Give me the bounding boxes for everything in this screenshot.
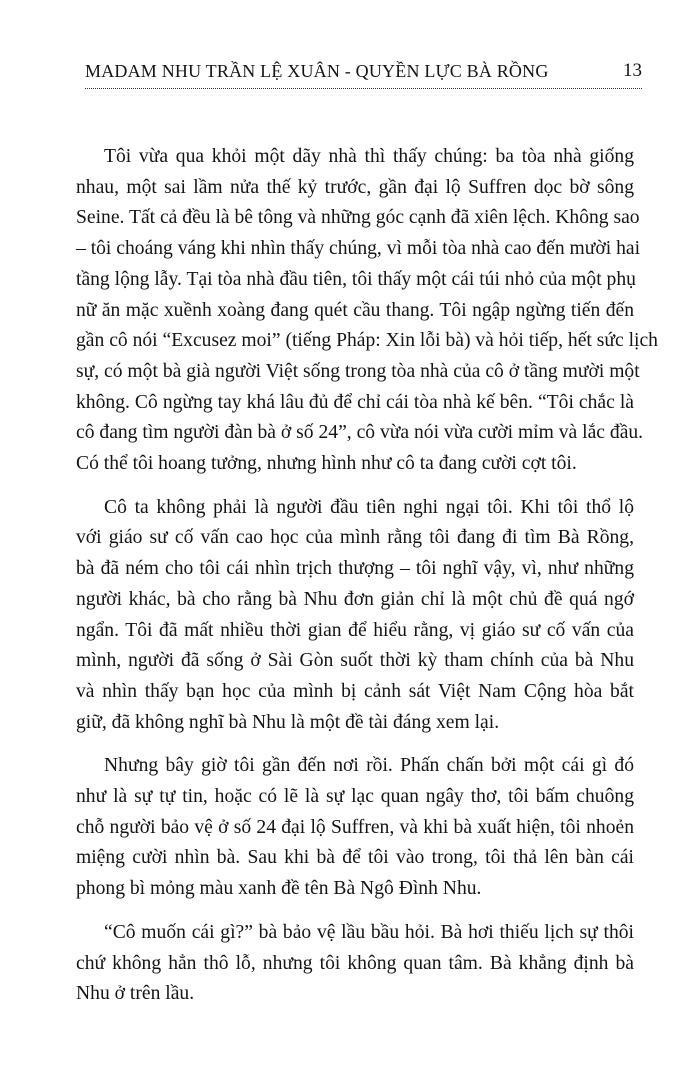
text-line: chỗ người bảo vệ ở số 24 đại lộ Suffren, và khi bà xuất hiện, tôi nhoẻn	[76, 816, 634, 838]
text-line: nhau, một sai lầm nửa thế kỷ trước, gần đại lộ Suffren dọc bờ sông	[76, 176, 634, 198]
body-text	[76, 142, 658, 1023]
text-line: giữ, đã không nghĩ bà Nhu là một đề tài đáng xem lại.	[76, 711, 500, 733]
text-line: phong bì mỏng màu xanh đề tên Bà Ngô Đình Nhu.	[76, 878, 482, 900]
text-line: ngẩn. Tôi đã mất nhiều thời gian để hiểu rằng, vị giáo sư cố vấn của	[76, 619, 634, 641]
text-line: sự, có một bà già người Việt sống trong tòa nhà của cô ở tầng mười một	[76, 360, 640, 382]
text-line: với giáo sư cố vấn cao học của mình rằng tôi đang đi tìm Bà Rồng,	[76, 527, 634, 549]
text-line: không. Cô ngừng tay khá lâu đủ để chỉ cái tòa nhà kế bên. “Tôi chắc là	[76, 391, 634, 413]
text-line: mình, người đã sống ở Sài Gòn suốt thời kỳ tham chính của bà Nhu	[76, 650, 634, 672]
text-line: Nhu ở trên lầu.	[76, 983, 195, 1005]
text-line: chứ không hẳn thô lỗ, nhưng tôi không quan tâm. Bà khẳng định bà	[76, 952, 634, 974]
paragraph-1	[76, 142, 658, 480]
text-line: cô đang tìm người đàn bà ở số 24”, cô vừa nói vừa cười mỉm và lắc đầu.	[76, 422, 644, 444]
running-header	[85, 58, 642, 89]
text-line: người khác, bà cho rằng bà Nhu đơn giản chỉ là một chủ đề quá ngớ	[76, 588, 634, 610]
text-line: nữ ăn mặc xuềnh xoàng đang quét cầu thang. Tôi ngập ngừng tiến đến	[76, 299, 634, 321]
text-line: gần cô nói “Excusez moi” (tiếng Pháp: Xin lỗi bà) và hỏi tiếp, hết sức lịch	[76, 330, 658, 352]
text-line: như là sự tự tin, hoặc có lẽ là sự lạc quan ngây thơ, tôi bấm chuông	[76, 786, 634, 808]
text-line: Cô ta không phải là người đầu tiên nghi ngại tôi. Khi tôi thổ lộ	[104, 496, 634, 518]
paragraph-4	[76, 918, 634, 1010]
text-line: – tôi choáng váng khi nhìn thấy chúng, vì mỗi tòa nhà cao đến mười hai	[76, 238, 641, 260]
text-line: Nhưng bây giờ tôi gần đến nơi rồi. Phấn chấn bởi một cái gì đó	[104, 755, 634, 777]
text-line: Tôi vừa qua khỏi một dãy nhà thì thấy chúng: ba tòa nhà giống	[104, 146, 634, 167]
text-line: Seine. Tất cả đều là bê tông và những góc cạnh đã xiên lệch. Không sao	[76, 207, 640, 229]
text-line: miệng cười nhìn bà. Sau khi bà để tôi vào trong, tôi thả lên bàn cái	[76, 847, 634, 869]
text-line: “Cô muốn cái gì?” bà bảo vệ lầu bầu hỏi. Bà hơi thiếu lịch sự thôi	[104, 921, 634, 943]
text-line: và nhìn thấy bạn học của mình bị cảnh sát Việt Nam Cộng hòa bắt	[76, 680, 634, 702]
text-line: tầng lộng lẫy. Tại tòa nhà đầu tiên, tôi thấy một cái túi nhỏ của một phụ	[76, 268, 636, 290]
running-title: MADAM NHU TRẦN LỆ XUÂN - QUYỀN LỰC BÀ RỒNG	[85, 61, 549, 81]
page-number: 13	[623, 60, 642, 81]
text-line: Có thể tôi hoang tưởng, nhưng hình như cô ta đang cười cợt tôi.	[76, 453, 577, 475]
paragraph-2	[76, 493, 634, 739]
paragraph-3	[76, 751, 634, 905]
text-line: bà đã ném cho tôi cái nhìn trịch thượng – tôi nghĩ vậy, vì, như những	[76, 558, 634, 580]
